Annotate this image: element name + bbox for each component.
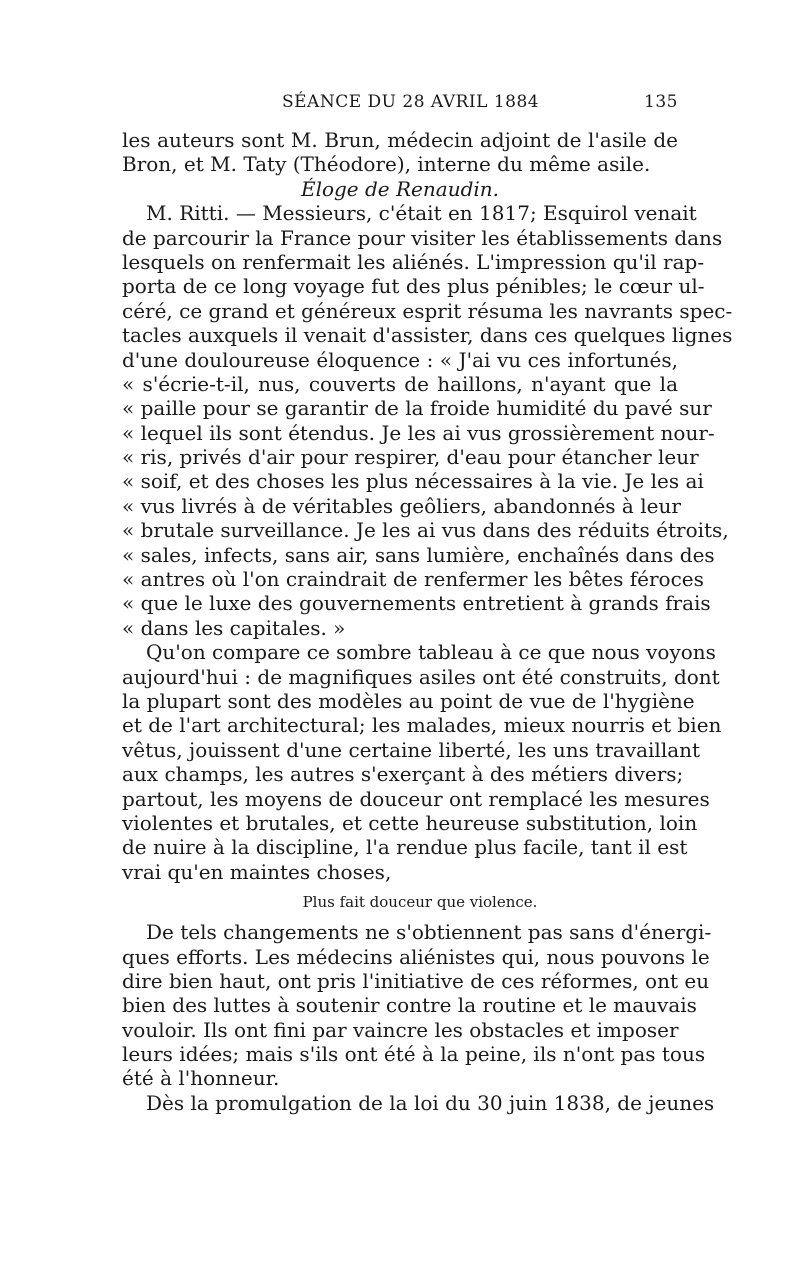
text-line: de parcourir la France pour visiter les établissements dans	[122, 225, 723, 250]
quote-line: « soif, et des choses les plus nécessaires à la vie. Je les ai	[122, 469, 704, 494]
text-line: vrai qu'en maintes choses,	[122, 859, 392, 884]
quote-line: « ris, privés d'air pour respirer, d'eau pour étancher leur	[122, 445, 699, 470]
text-line: aux champs, les autres s'exerçant à des métiers divers;	[122, 762, 684, 787]
quote-line: « s'écrie-t-il, nus, couverts de haillons, n'ayant que la	[122, 371, 678, 396]
quote-line: « paille pour se garantir de la froide humidité du pavé sur	[122, 396, 712, 421]
quote-line: « vus livrés à de véritables geôliers, abandonnés à leur	[122, 493, 681, 518]
text-line: Bron, et M. Taty (Théodore), interne du même asile.	[122, 152, 651, 177]
text-line: céré, ce grand et généreux esprit résuma les navrants spec-	[122, 298, 733, 323]
text-line: bien des luttes à soutenir contre la routine et le mauvais	[122, 993, 697, 1018]
text-line: été à l'honneur.	[122, 1066, 280, 1091]
text-line: M. Ritti. — Messieurs, c'était en 1817; Esquirol venait	[146, 201, 697, 226]
text-line: vouloir. Ils ont fini par vaincre les obstacles et imposer	[122, 1017, 679, 1042]
text-line: Qu'on compare ce sombre tableau à ce que nous voyons	[146, 640, 716, 665]
text-line: lesquels on renfermait les aliénés. L'impression qu'il rap-	[122, 249, 705, 274]
quote-line: « dans les capitales. »	[122, 615, 346, 640]
quote-line: « que le luxe des gouvernements entretient à grands frais	[122, 591, 711, 616]
page-header	[122, 92, 678, 116]
text-line: leurs idées; mais s'ils ont été à la peine, ils n'ont pas tous	[122, 1042, 706, 1067]
text-line: la plupart sont des modèles au point de vue de l'hygiène	[122, 688, 695, 713]
text-line: de nuire à la discipline, l'a rendue plus facile, tant il est	[122, 835, 688, 860]
running-title: SÉANCE DU 28 AVRIL 1884	[282, 92, 540, 112]
text-line: dire bien haut, ont pris l'initiative de ces réformes, ont eu	[122, 968, 710, 993]
text-line: partout, les moyens de douceur ont remplacé les mesures	[122, 786, 710, 811]
text-line: Dès la promulgation de la loi du 30 juin 1838, de jeunes	[146, 1090, 715, 1115]
body-text	[122, 128, 733, 1115]
text-line: les auteurs sont M. Brun, médecin adjoint de l'asile de	[122, 128, 678, 152]
text-line: aujourd'hui : de magnifiques asiles ont été construits, dont	[122, 664, 720, 689]
text-line: porta de ce long voyage fut des plus pénibles; le cœur ul-	[122, 274, 705, 299]
section-title: Éloge de Renaudin.	[300, 176, 500, 201]
text-line: d'une douloureuse éloquence : « J'ai vu ces infortunés,	[122, 347, 678, 372]
quote-line: « brutale surveillance. Je les ai vus dans des réduits étroits,	[122, 518, 729, 543]
quote-line: « antres où l'on craindrait de renfermer les bêtes féroces	[122, 567, 704, 592]
text-line: ques efforts. Les médecins aliénistes qui, nous pouvons le	[122, 944, 710, 969]
text-line: De tels changements ne s'obtiennent pas sans d'énergi-	[146, 920, 712, 945]
quote-line: « sales, infects, sans air, sans lumière, enchaînés dans des	[122, 542, 715, 567]
proverb-quote: Plus fait douceur que violence.	[302, 893, 538, 912]
text-line: violentes et brutales, et cette heureuse substitution, loin	[122, 810, 698, 835]
text-line: et de l'art architectural; les malades, mieux nourris et bien	[122, 713, 722, 738]
page-number: 135	[644, 92, 678, 112]
text-line: tacles auxquels il venait d'assister, dans ces quelques lignes	[122, 323, 733, 348]
text-line: vêtus, jouissent d'une certaine liberté, les uns travaillant	[122, 737, 701, 762]
quote-line: « lequel ils sont étendus. Je les ai vus grossièrement nour-	[122, 420, 715, 445]
